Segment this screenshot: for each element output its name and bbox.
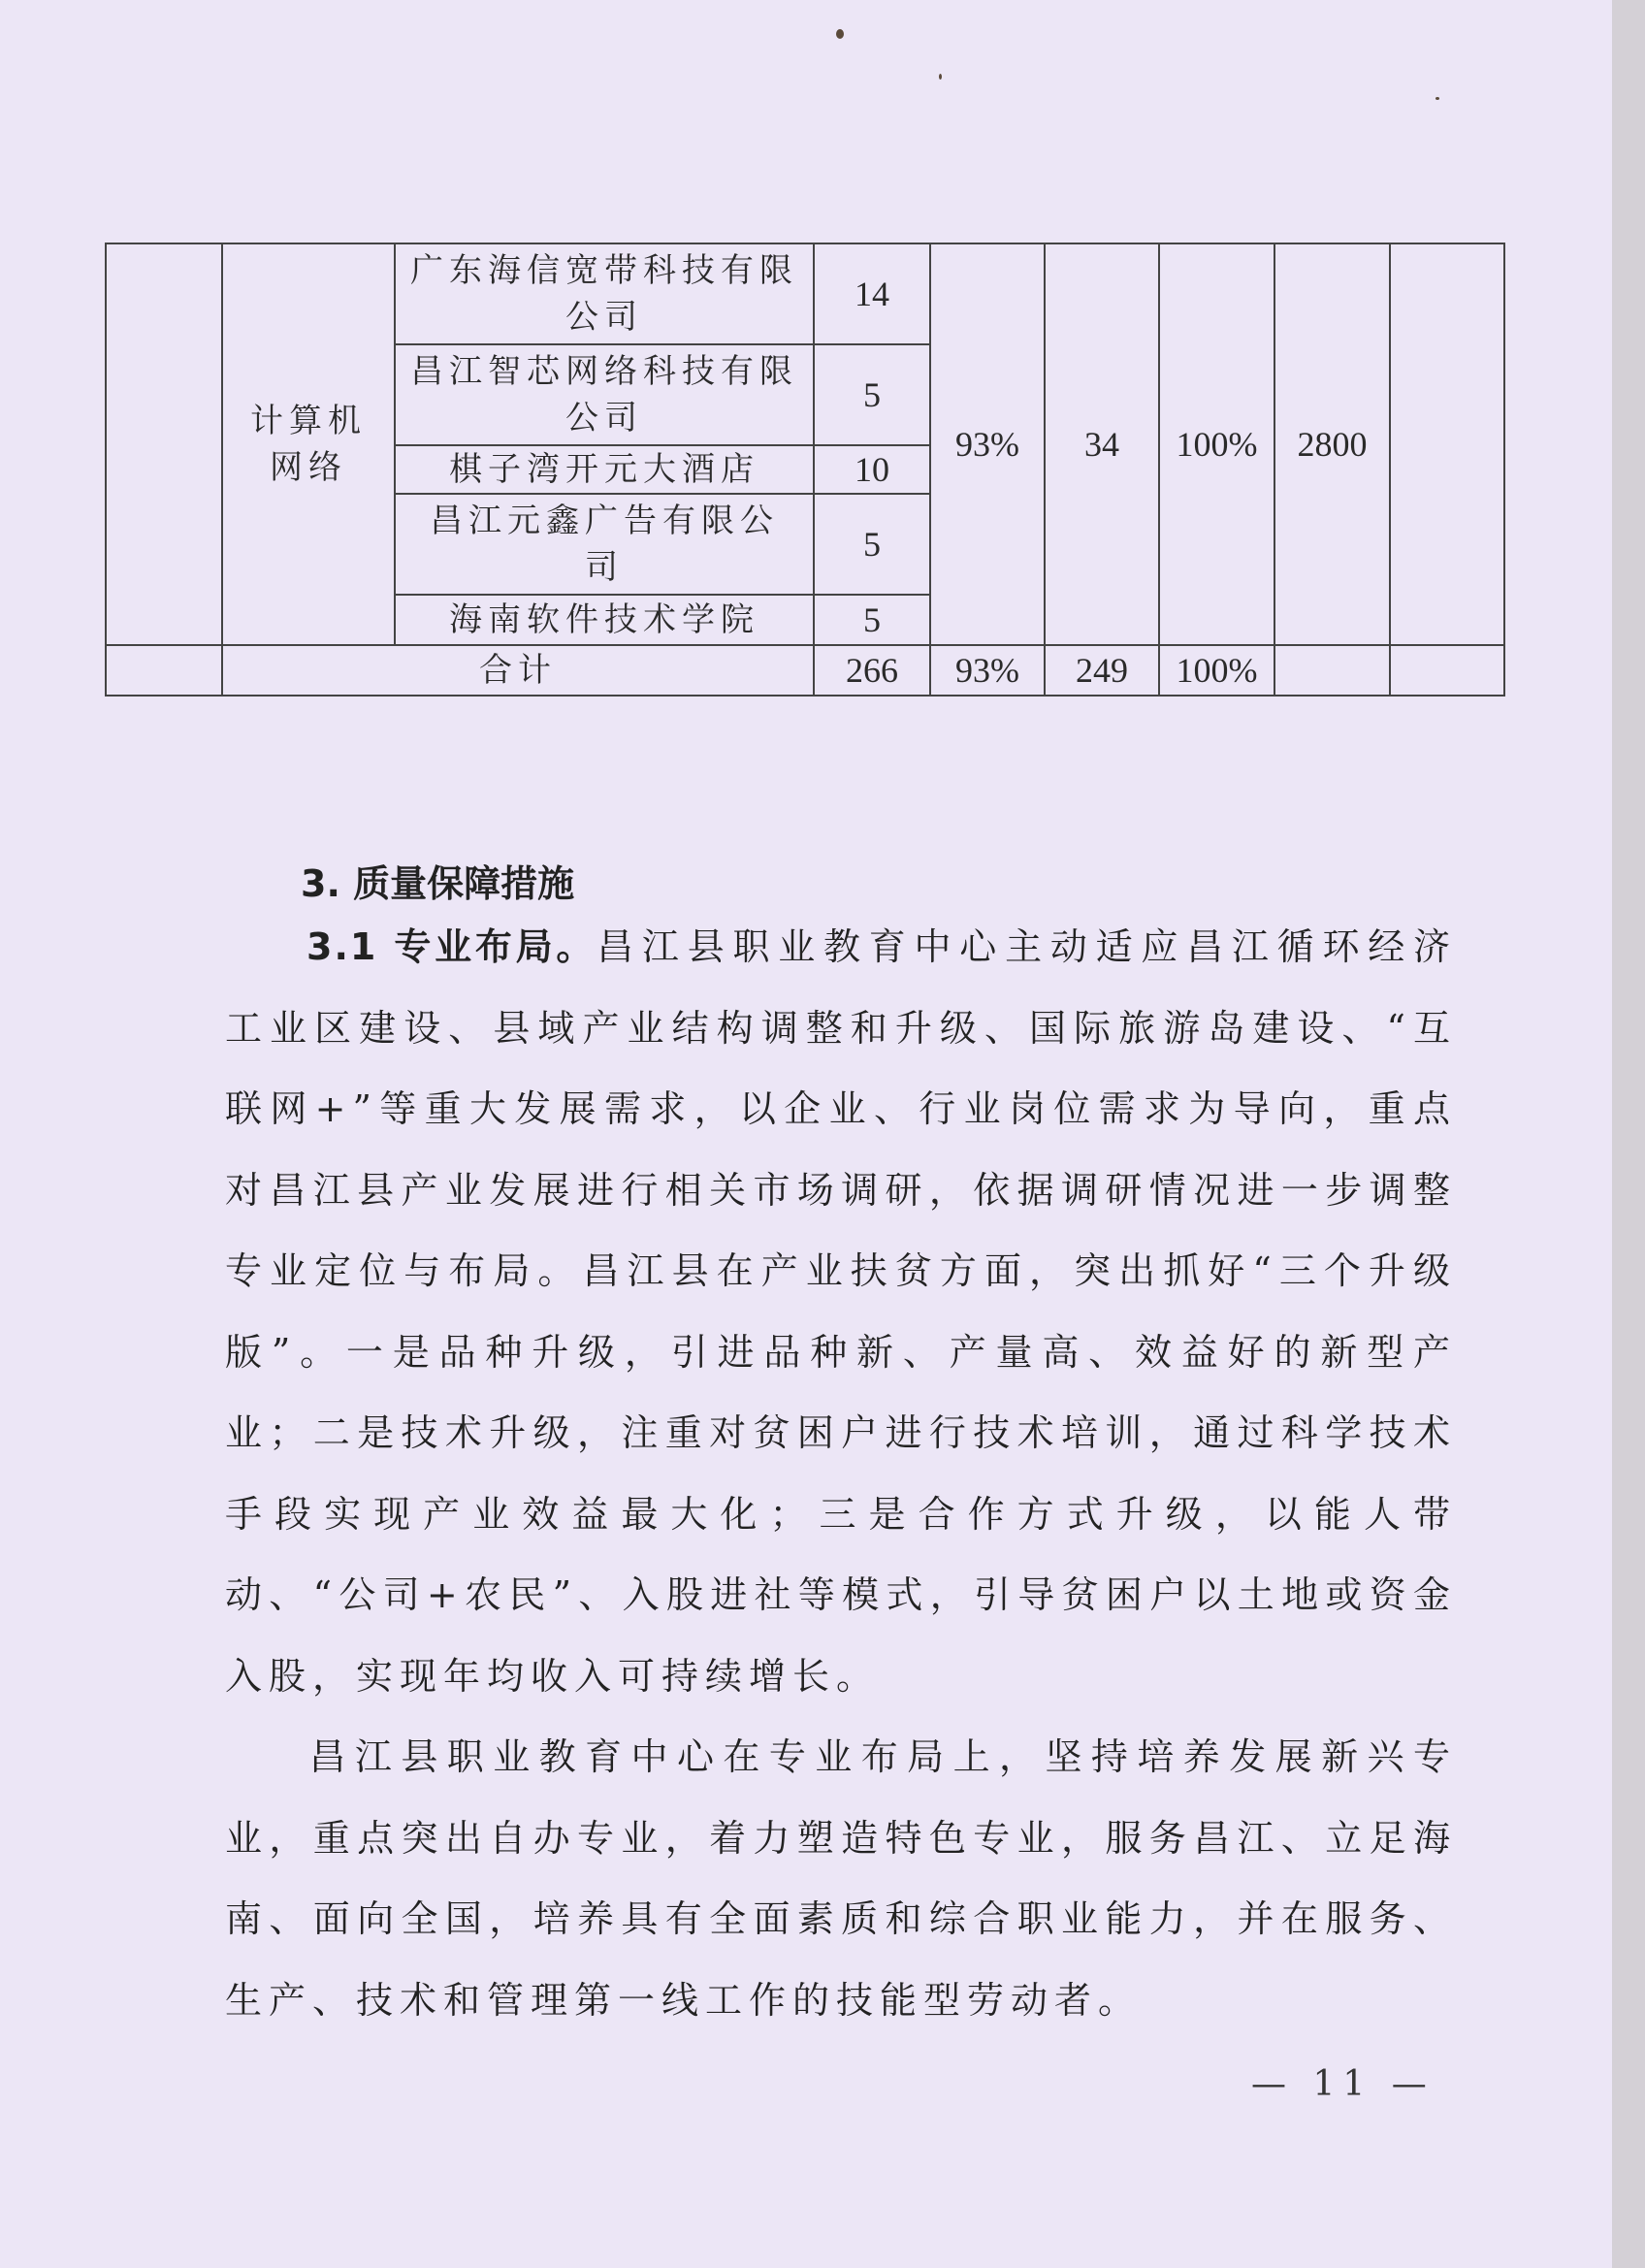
total-rate: 93% [930,645,1045,696]
count2-cell: 34 [1045,243,1159,645]
total-count: 266 [814,645,930,696]
company-name: 昌江元鑫广告有限公 [430,502,779,540]
total-rate2: 100% [1159,645,1274,696]
major-cell [222,243,395,645]
company-name: 公司 [565,298,643,337]
company-name: 司 [585,548,624,587]
paragraph-2 [225,1717,1457,2041]
count-cell: 5 [814,344,930,445]
count-cell: 5 [814,595,930,645]
paragraph-1 [225,907,1457,1717]
count-cell: 10 [814,445,930,494]
scan-speck [939,74,942,80]
placement-table [105,243,1505,697]
table-row [106,243,1504,344]
rate2-cell: 100% [1159,243,1274,645]
empty-cell [106,243,222,645]
scan-speck [836,29,844,39]
total-label: 合计 [222,645,814,696]
table-total-row [106,645,1504,696]
total-count2: 249 [1045,645,1159,696]
count-cell: 14 [814,243,930,344]
count-cell: 5 [814,494,930,595]
paragraph-2-text: 昌江县职业教育中心在专业布局上，坚持培养发展新兴专业，重点突出自办专业，着力塑造特色专业，服务昌江、立足海南、面向全国，培养具有全面素质和综合职业能力，并在服务、生产、技术和管理第一线工作的技能型劳动者。 [225,1735,1457,2022]
company-name: 公司 [565,399,643,437]
extra-cell [1390,243,1504,645]
company-cell [395,344,814,445]
page-number: — 11 — [1251,2064,1435,2104]
total-salary [1274,645,1390,696]
company-cell [395,494,814,595]
scan-edge [1612,0,1645,2268]
section-heading: 3. 质量保障措施 [301,862,575,905]
company-name: 昌江智芯网络科技有限 [410,352,798,391]
company-name: 海南软件技术学院 [449,600,759,639]
paragraph-1-text: 昌江县职业教育中心主动适应昌江循环经济工业区建设、县域产业结构调整和升级、国际旅游岛建设、“互联网+”等重大发展需求，以企业、行业岗位需求为导向，重点对昌江县产业发展进行相关市场调研，依据调研情况进一步调整专业定位与布局。昌江县在产业扶贫方面，突出抓好“三个升级版”。一是品种升级，引进品种新、产量高、效益好的新型产业；二是技术升级，注重对贫困户进行技术培训，通过科学技术手段实现产业效益最大化；三是合作方式升级，以能人带动、“公司+农民”、入股进社等模式，引导贫困户以土地或资金入股，实现年均收入可持续增长。 [225,925,1457,1698]
empty-cell [106,645,222,696]
major-line: 网络 [270,448,347,487]
subheading: 3.1 专业布局。 [306,925,597,968]
company-name: 棋子湾开元大酒店 [449,450,759,489]
rate-cell: 93% [930,243,1045,645]
major-line: 计算机 [250,402,367,440]
company-cell [395,445,814,494]
company-cell [395,243,814,344]
company-cell [395,595,814,645]
salary-cell: 2800 [1274,243,1390,645]
company-name: 广东海信宽带科技有限 [410,251,798,290]
total-extra [1390,645,1504,696]
scan-speck [1435,97,1439,100]
